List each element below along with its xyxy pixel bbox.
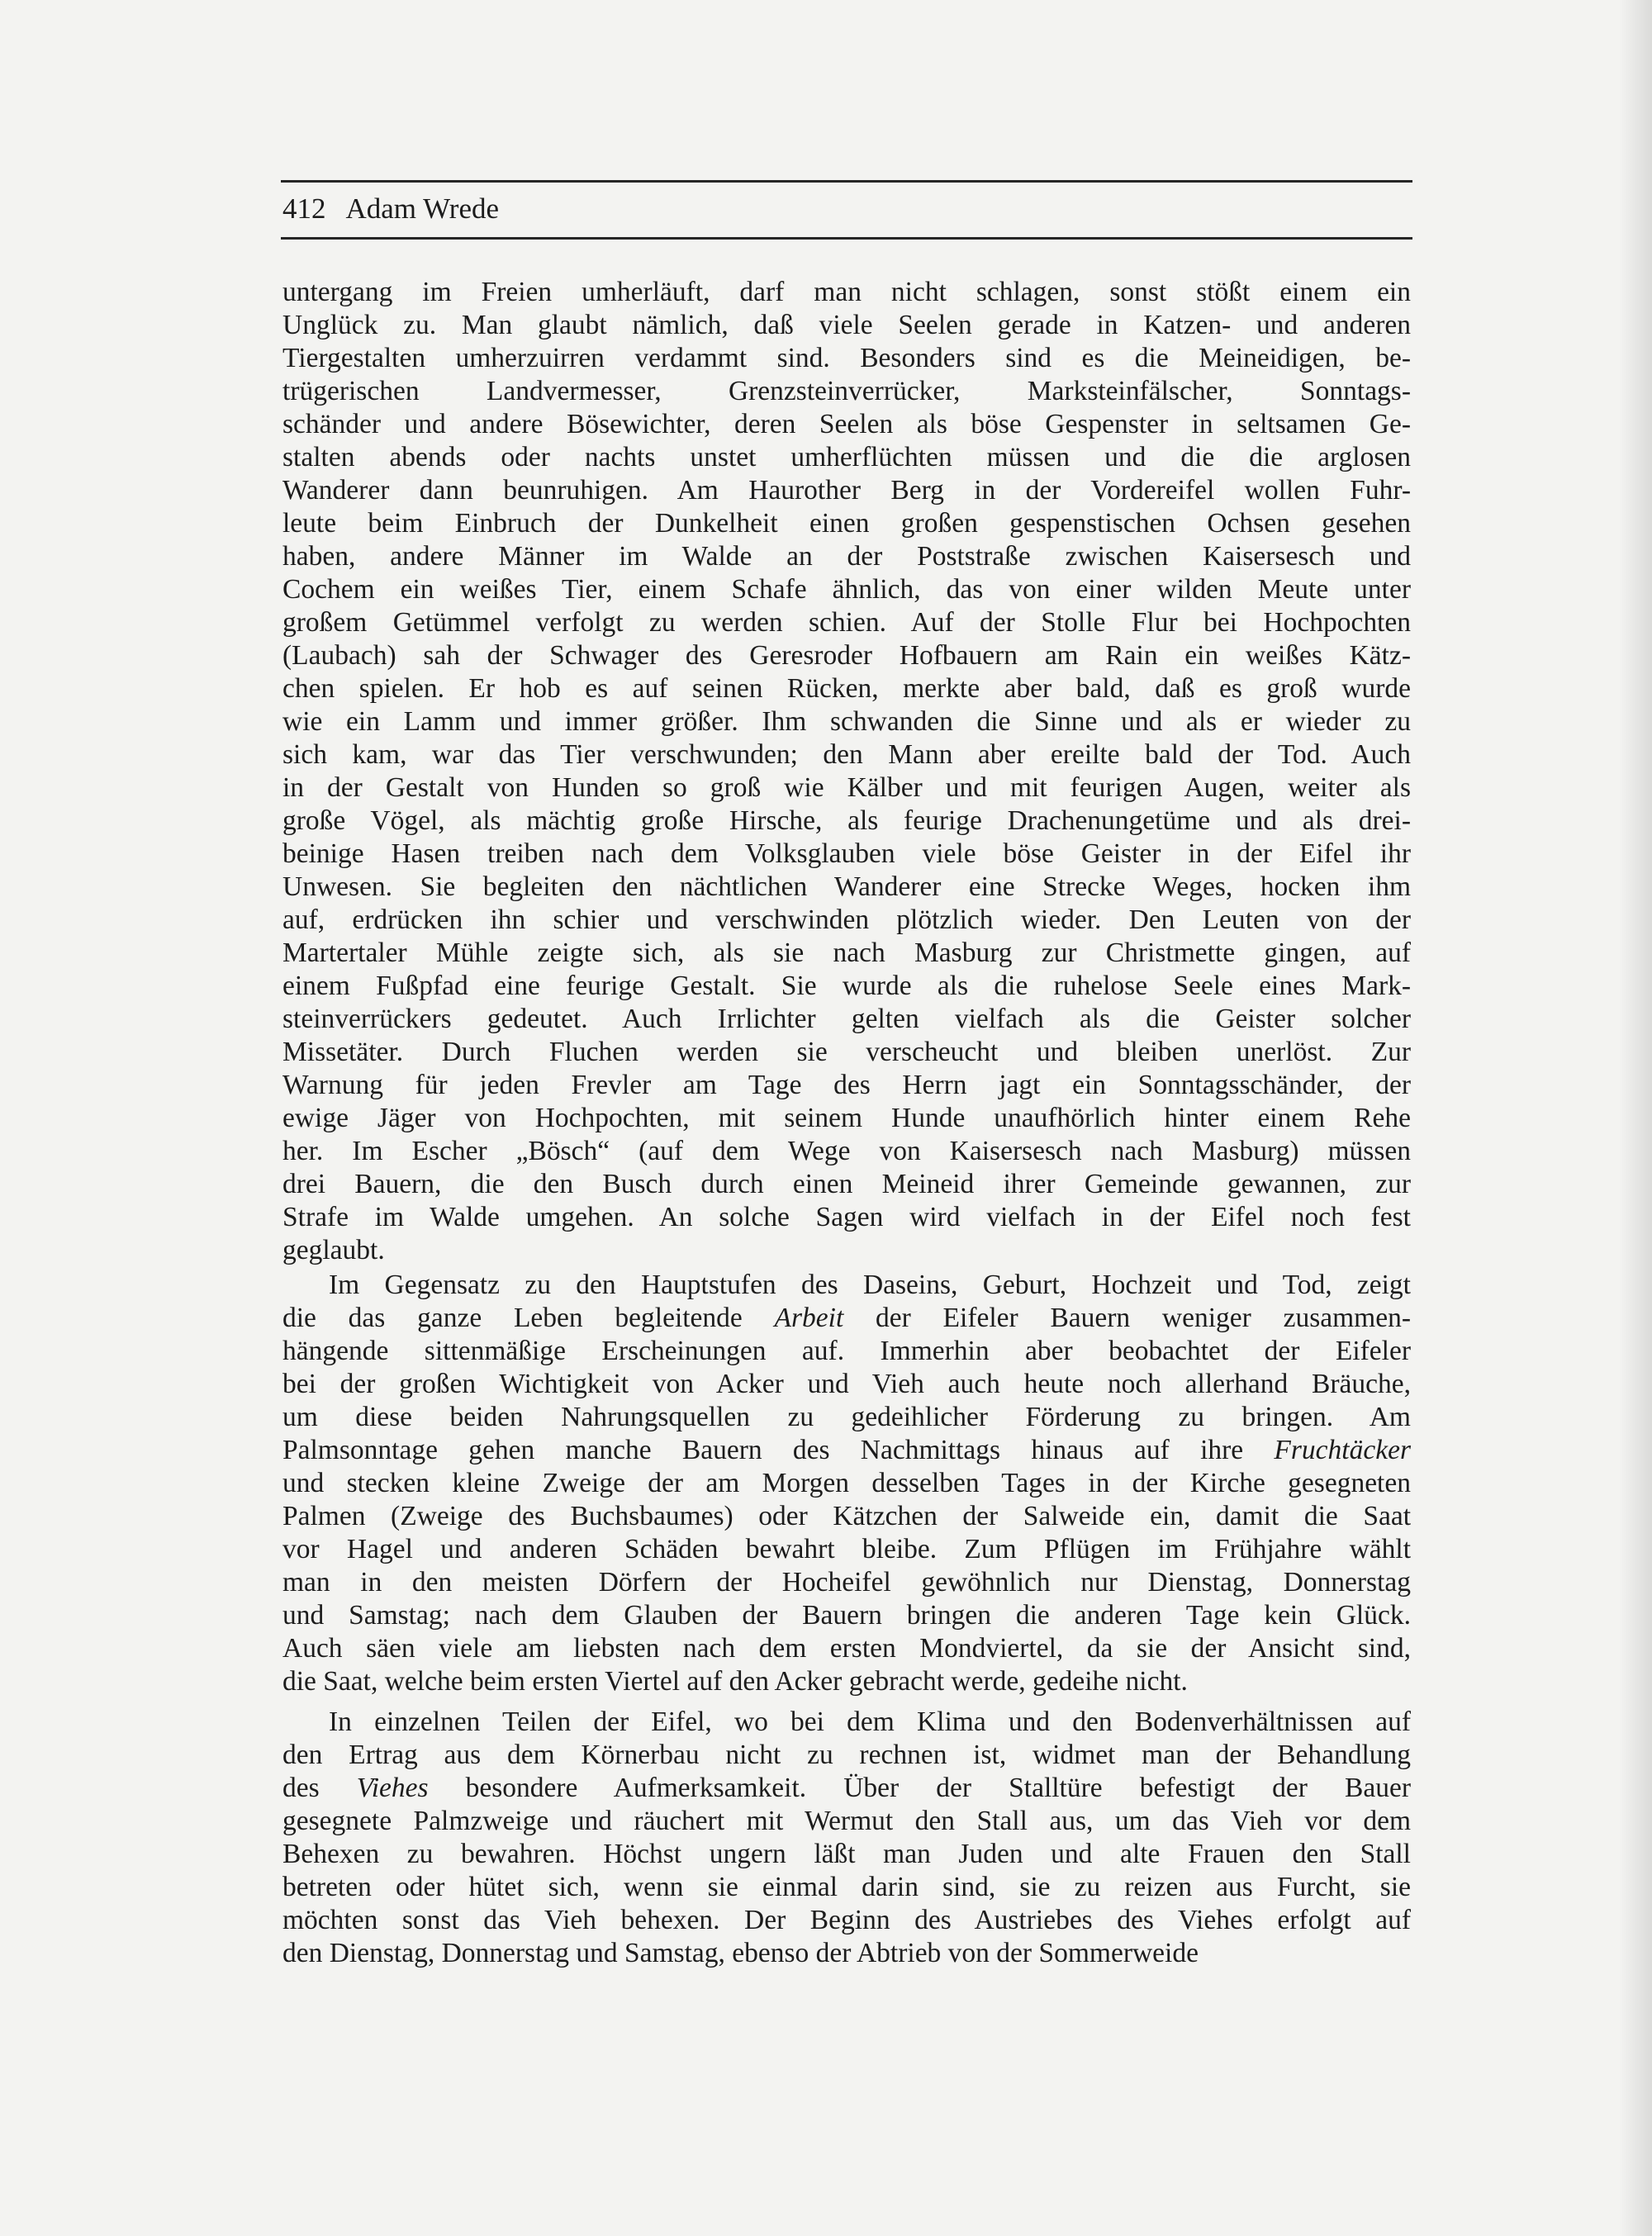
- text-line: [282, 1772, 1411, 1805]
- text-line: [282, 838, 1411, 871]
- text-line: [282, 1871, 1411, 1904]
- text-segment: Auch säen viele am liebsten nach dem ersten Mondviertel, da sie der Ansicht sind,: [282, 1633, 1411, 1664]
- text-line: [282, 1533, 1411, 1566]
- text-segment: geglaubt.: [282, 1235, 385, 1265]
- text-line: [282, 1937, 1411, 1970]
- text-line: [282, 904, 1411, 937]
- text-line: [282, 276, 1411, 309]
- text-line: [282, 738, 1411, 771]
- text-segment: und Samstag; nach dem Glauben der Bauern bringen die anderen Tage kein Glück.: [282, 1600, 1411, 1631]
- text-line: [282, 1069, 1411, 1102]
- text-line: [282, 1904, 1411, 1937]
- text-segment: des: [282, 1773, 357, 1803]
- text-line: [282, 1739, 1411, 1772]
- text-segment: schänder und andere Bösewichter, deren Seelen als böse Gespenster in seltsamen Ge-: [282, 409, 1411, 439]
- text-line: [282, 1168, 1411, 1201]
- text-segment: stalten abends oder nachts unstet umherflüchten müssen und die die arglosen: [282, 442, 1411, 472]
- text-line: [282, 871, 1411, 904]
- text-segment: Missetäter. Durch Fluchen werden sie verscheucht und bleiben unerlöst. Zur: [282, 1037, 1411, 1067]
- text-segment: Warnung für jeden Frevler am Tage des Herrn jagt ein Sonntagsschänder, der: [282, 1070, 1411, 1100]
- text-line: [282, 507, 1411, 540]
- text-segment: trügerischen Landvermesser, Grenzsteinverrücker, Marksteinfälscher, Sonntags-: [282, 376, 1411, 406]
- text-segment: drei Bauern, die den Busch durch einen Meineid ihrer Gemeinde gewannen, zur: [282, 1169, 1411, 1199]
- text-line: [282, 970, 1411, 1003]
- text-segment: sich kam, war das Tier verschwunden; den Mann aber ereilte bald der Tod. Auch: [282, 739, 1411, 770]
- text-line: [282, 1269, 1411, 1302]
- text-line: [282, 1500, 1411, 1533]
- text-line: [282, 1838, 1411, 1871]
- text-line: [282, 474, 1411, 507]
- text-line: [282, 1566, 1411, 1599]
- text-segment: ewige Jäger von Hochpochten, mit seinem Hunde unaufhörlich hinter einem Rehe: [282, 1103, 1411, 1133]
- text-segment: Behexen zu bewahren. Höchst ungern läßt man Juden und alte Frauen den Stall: [282, 1839, 1411, 1869]
- text-segment: Cochem ein weißes Tier, einem Schafe ähnlich, das von einer wilden Meute unter: [282, 574, 1411, 605]
- text-line: [282, 937, 1411, 970]
- text-segment: steinverrückers gedeutet. Auch Irrlichter gelten vielfach als die Geister solcher: [282, 1004, 1411, 1034]
- text-segment: man in den meisten Dörfern der Hocheifel gewöhnlich nur Dienstag, Donnerstag: [282, 1567, 1411, 1597]
- text-line: [282, 1632, 1411, 1665]
- text-line: [282, 1805, 1411, 1838]
- text-segment: die Saat, welche beim ersten Viertel auf den Acker gebracht werde, gedeihe nicht.: [282, 1666, 1188, 1697]
- text-line: [282, 606, 1411, 639]
- text-line: [282, 1003, 1411, 1036]
- text-line: [282, 441, 1411, 474]
- text-line: [282, 342, 1411, 375]
- text-segment: untergang im Freien umherläuft, darf man nicht schlagen, sonst stößt einem ein: [282, 277, 1411, 307]
- emphasized-term: Viehes: [356, 1773, 429, 1803]
- text-segment: in der Gestalt von Hunden so groß wie Kälber und mit feurigen Augen, weiter als: [282, 772, 1411, 803]
- text-line: [282, 309, 1411, 342]
- text-segment: großem Getümmel verfolgt zu werden schien. Auf der Stolle Flur bei Hochpochten: [282, 607, 1411, 638]
- emphasized-term: Arbeit: [774, 1303, 844, 1333]
- text-segment: bei der großen Wichtigkeit von Acker und Vieh auch heute noch allerhand Bräuche,: [282, 1369, 1411, 1399]
- text-segment: chen spielen. Er hob es auf seinen Rücken, merkte aber bald, daß es groß wurde: [282, 673, 1411, 704]
- text-segment: wie ein Lamm und immer größer. Ihm schwanden die Sinne und als er wieder zu: [282, 706, 1411, 737]
- text-segment: Palmen (Zweige des Buchsbaumes) oder Kätzchen der Salweide ein, damit die Saat: [282, 1501, 1411, 1531]
- text-line: [282, 1102, 1411, 1135]
- text-segment: Palmsonntage gehen manche Bauern des Nachmittags hinaus auf ihre: [282, 1435, 1275, 1465]
- text-segment: leute beim Einbruch der Dunkelheit einen großen gespenstischen Ochsen gesehen: [282, 508, 1411, 539]
- text-line: [282, 1599, 1411, 1632]
- text-line: [282, 1467, 1411, 1500]
- text-segment: den Ertrag aus dem Körnerbau nicht zu rechnen ist, widmet man der Behandlung: [282, 1740, 1411, 1770]
- text-line: [282, 1368, 1411, 1401]
- text-segment: hängende sittenmäßige Erscheinungen auf. Immerhin aber beobachtet der Eifeler: [282, 1336, 1411, 1366]
- text-segment: betreten oder hütet sich, wenn sie einmal darin sind, sie zu reizen aus Furcht, sie: [282, 1872, 1411, 1902]
- text-line: [282, 1201, 1411, 1234]
- text-line: [282, 1135, 1411, 1168]
- text-segment: vor Hagel und anderen Schäden bewahrt bleibe. Zum Pflügen im Frühjahre wählt: [282, 1534, 1411, 1564]
- text-line: [282, 705, 1411, 738]
- text-line: [282, 540, 1411, 573]
- text-line: [282, 375, 1411, 408]
- text-segment: um diese beiden Nahrungsquellen zu gedeihlicher Förderung zu bringen. Am: [282, 1402, 1411, 1432]
- text-segment: einem Fußpfad eine feurige Gestalt. Sie wurde als die ruhelose Seele eines Mark-: [282, 971, 1411, 1001]
- text-line: [282, 1665, 1411, 1698]
- text-segment: Strafe im Walde umgehen. An solche Sagen wird vielfach in der Eifel noch fest: [282, 1202, 1411, 1232]
- text-line: [282, 1335, 1411, 1368]
- text-segment: den Dienstag, Donnerstag und Samstag, ebenso der Abtrieb von der Sommerweide: [282, 1938, 1199, 1968]
- text-segment: große Vögel, als mächtig große Hirsche, als feurige Drachenungetüme und als drei-: [282, 805, 1411, 836]
- text-segment: haben, andere Männer im Walde an der Poststraße zwischen Kaisersesch und: [282, 541, 1411, 572]
- text-segment: In einzelnen Teilen der Eifel, wo bei dem Klima und den Bodenverhältnissen auf: [329, 1707, 1411, 1737]
- text-line: [282, 639, 1411, 672]
- running-head: [282, 188, 499, 230]
- text-line: [282, 408, 1411, 441]
- header-rule-top: [281, 180, 1412, 183]
- text-segment: her. Im Escher „Bösch“ (auf dem Wege von Kaisersesch nach Masburg) müssen: [282, 1136, 1411, 1166]
- text-segment: Unglück zu. Man glaubt nämlich, daß viele Seelen gerade in Katzen- und anderen: [282, 310, 1411, 340]
- text-line: [282, 1234, 1411, 1267]
- text-segment: die das ganze Leben begleitende: [282, 1303, 775, 1333]
- text-line: [282, 805, 1411, 838]
- text-segment: Unwesen. Sie begleiten den nächtlichen Wanderer eine Strecke Weges, hocken ihm: [282, 871, 1411, 902]
- text-segment: Tiergestalten umherzuirren verdammt sind. Besonders sind es die Meineidigen, be-: [282, 343, 1411, 373]
- text-line: [282, 672, 1411, 705]
- text-segment: Im Gegensatz zu den Hauptstufen des Daseins, Geburt, Hochzeit und Tod, zeigt: [329, 1270, 1411, 1300]
- text-segment: auf, erdrücken ihn schier und verschwinden plötzlich wieder. Den Leuten von der: [282, 904, 1411, 935]
- text-segment: (Laubach) sah der Schwager des Geresroder Hofbauern am Rain ein weißes Kätz-: [282, 640, 1411, 671]
- text-line: [282, 1706, 1411, 1739]
- text-segment: und stecken kleine Zweige der am Morgen desselben Tages in der Kirche gesegneten: [282, 1468, 1411, 1498]
- header-rule-bottom: [281, 237, 1412, 240]
- text-segment: beinige Hasen treiben nach dem Volksglauben viele böse Geister in der Eifel ihr: [282, 838, 1411, 869]
- page-edge-shadow: [1619, 0, 1652, 2236]
- text-line: [282, 1036, 1411, 1069]
- text-line: [282, 1434, 1411, 1467]
- text-segment: möchten sonst das Vieh behexen. Der Beginn des Austriebes des Viehes erfolgt auf: [282, 1905, 1411, 1935]
- text-line: [282, 573, 1411, 606]
- page-number: 412: [282, 192, 326, 225]
- body-text: [282, 276, 1411, 1970]
- text-segment: gesegnete Palmzweige und räuchert mit Wermut den Stall aus, um das Vieh vor dem: [282, 1806, 1411, 1836]
- text-segment: Martertaler Mühle zeigte sich, als sie nach Masburg zur Christmette gingen, auf: [282, 938, 1411, 968]
- text-line: [282, 1302, 1411, 1335]
- author-name: Adam Wrede: [345, 192, 500, 225]
- text-line: [282, 771, 1411, 805]
- text-line: [282, 1401, 1411, 1434]
- text-segment: Wanderer dann beunruhigen. Am Haurother Berg in der Vordereifel wollen Fuhr-: [282, 475, 1411, 506]
- text-segment: besondere Aufmerksamkeit. Über der Stalltüre befestigt der Bauer: [428, 1773, 1411, 1803]
- emphasized-term: Fruchtäcker: [1274, 1435, 1411, 1465]
- text-segment: der Eifeler Bauern weniger zusammen-: [843, 1303, 1411, 1333]
